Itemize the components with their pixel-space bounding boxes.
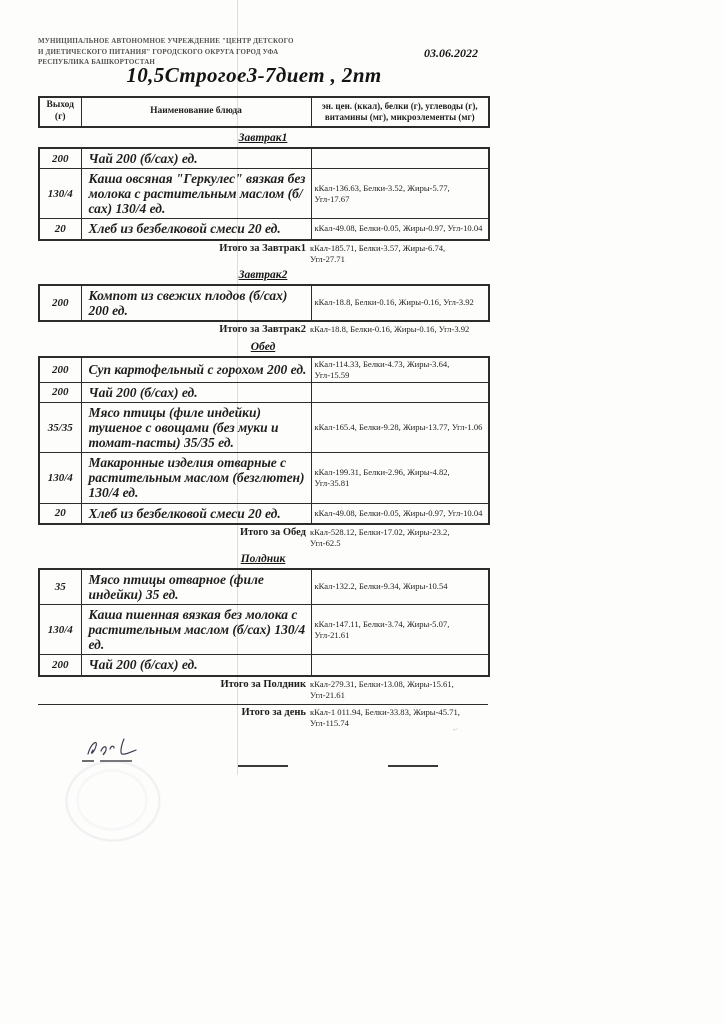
footer-area [38,724,488,873]
menu-row [39,569,489,605]
out-cell: 200 [39,285,81,321]
section-total-value: кКал-279.31, Белки-13.08, Жиры-15.61, Угл-21.61 [310,678,454,700]
nutrition-cell [311,148,489,169]
menu-table [38,147,490,241]
section-total [38,679,488,701]
menu-row [39,453,489,503]
section-total-value: кКал-185.71, Белки-3.57, Жиры-6.74, Угл-27.71 [310,242,446,264]
section-total [38,324,488,337]
org-name: МУНИЦИПАЛЬНОЕ АВТОНОМНОЕ УЧРЕЖДЕНИЕ "ЦЕНТР ДЕТСКОГО И ДИЕТИЧЕСКОГО ПИТАНИЯ" ГОРОДСКОГО ОКРУГА ГОРОД УФА РЕСПУБЛИКА БАШКОРТОСТАН [38,37,294,66]
signature-line-1 [238,765,288,767]
menu-header-row [39,97,489,127]
header-nutrition-col: эн. цен. (ккал), белки (г), углеводы (г), витамины (мг), микроэлементы (мг) [311,97,489,127]
out-cell: 20 [39,219,81,240]
out-cell: 130/4 [39,605,81,655]
dish-cell: Суп картофельный с горохом 200 ед. [81,357,311,383]
header-out-col: Выход (г) [39,97,81,127]
dish-cell: Чай 200 (б/сах) ед. [81,148,311,169]
menu-row [39,402,489,452]
nutrition-cell: кКал-49.08, Белки-0.05, Жиры-0.97, Угл-10.04 [311,219,489,240]
nutrition-cell [311,382,489,402]
out-cell: 35 [39,569,81,605]
dish-cell: Макаронные изделия отварные с растительным маслом (безглютен) 130/4 ед. [81,453,311,503]
menu-row [39,357,489,383]
out-cell: 130/4 [39,169,81,219]
meal-section [38,269,488,337]
scan-noise-mark: -· [453,724,459,734]
header-dish-col: Наименование блюда [81,97,311,127]
out-cell: 200 [39,357,81,383]
section-total-label: Итого за Полдник [220,678,306,690]
dish-cell: Каша овсяная "Геркулес" вязкая без молока с растительным маслом (б/сах) 130/4 ед. [81,169,311,219]
menu-row [39,503,489,524]
dish-cell: Мясо птицы (филе индейки) тушеное с овощами (без муки и томат-пасты) 35/35 ед. [81,402,311,452]
meal-section [38,341,488,549]
menu-table [38,284,490,322]
day-total [38,707,488,729]
menu-row [39,285,489,321]
menu-row [39,655,489,676]
section-total-value: кКал-18.8, Белки-0.16, Жиры-0.16, Угл-3.92 [310,323,470,334]
section-title: Обед [250,340,276,353]
nutrition-cell: кКал-147.11, Белки-3.74, Жиры-5.07, Угл-21.61 [311,605,489,655]
out-cell: 200 [39,382,81,402]
dish-cell: Хлеб из безбелковой смеси 20 ед. [81,503,311,524]
menu-row [39,148,489,169]
meal-section [38,132,488,265]
stamp [66,761,160,841]
menu-row [39,169,489,219]
dish-cell: Каша пшенная вязкая без молока с растительным маслом (б/сах) 130/4 ед. [81,605,311,655]
meal-section [38,553,488,701]
out-cell: 20 [39,503,81,524]
section-title: Полдник [240,552,286,565]
out-cell: 200 [39,148,81,169]
meal-sections [38,132,488,701]
day-total-value: кКал-1 011.94, Белки-33.83, Жиры-45.71, Угл-115.74 [310,706,460,728]
menu-table [38,356,490,525]
menu-row [39,219,489,240]
section-total-label: Итого за Завтрак1 [219,242,306,254]
nutrition-cell: кКал-114.33, Белки-4.73, Жиры-3.64, Угл-15.59 [311,357,489,383]
menu-header-table [38,96,490,128]
out-cell: 35/35 [39,402,81,452]
nutrition-cell: кКал-49.08, Белки-0.05, Жиры-0.97, Угл-10.04 [311,503,489,524]
day-total-label: Итого за день [241,706,306,718]
out-cell: 200 [39,655,81,676]
menu-row [39,605,489,655]
section-total-label: Итого за Завтрак2 [219,323,306,335]
nutrition-cell: кКал-132.2, Белки-9.34, Жиры-10.54 [311,569,489,605]
nutrition-cell: кКал-165.4, Белки-9.28, Жиры-13.77, Угл-1.06 [311,402,489,452]
section-total [38,243,488,265]
section-total [38,527,488,549]
signature-line-2 [388,765,438,767]
nutrition-cell [311,655,489,676]
out-cell: 130/4 [39,453,81,503]
day-total-rule [38,704,488,705]
section-title: Завтрак2 [238,268,288,281]
section-title: Завтрак1 [238,131,288,144]
dish-cell: Компот из свежих плодов (б/сах) 200 ед. [81,285,311,321]
document-title: 10,5Строгое3-7диет , 2пт [126,63,382,87]
menu-table [38,568,490,677]
dish-cell: Чай 200 (б/сах) ед. [81,655,311,676]
nutrition-cell: кКал-136.63, Белки-3.52, Жиры-5.77, Угл-17.67 [311,169,489,219]
nutrition-cell: кКал-18.8, Белки-0.16, Жиры-0.16, Угл-3.92 [311,285,489,321]
section-total-value: кКал-528.12, Белки-17.02, Жиры-23.2, Угл-62.5 [310,526,450,548]
dish-cell: Хлеб из безбелковой смеси 20 ед. [81,219,311,240]
dish-cell: Мясо птицы отварное (филе индейки) 35 ед. [81,569,311,605]
menu-row [39,382,489,402]
document-date: 03.06.2022 [424,46,478,60]
dish-cell: Чай 200 (б/сах) ед. [81,382,311,402]
menu-content [38,96,488,873]
section-total-label: Итого за Обед [239,526,306,538]
nutrition-cell: кКал-199.31, Белки-2.96, Жиры-4.82, Угл-35.81 [311,453,489,503]
